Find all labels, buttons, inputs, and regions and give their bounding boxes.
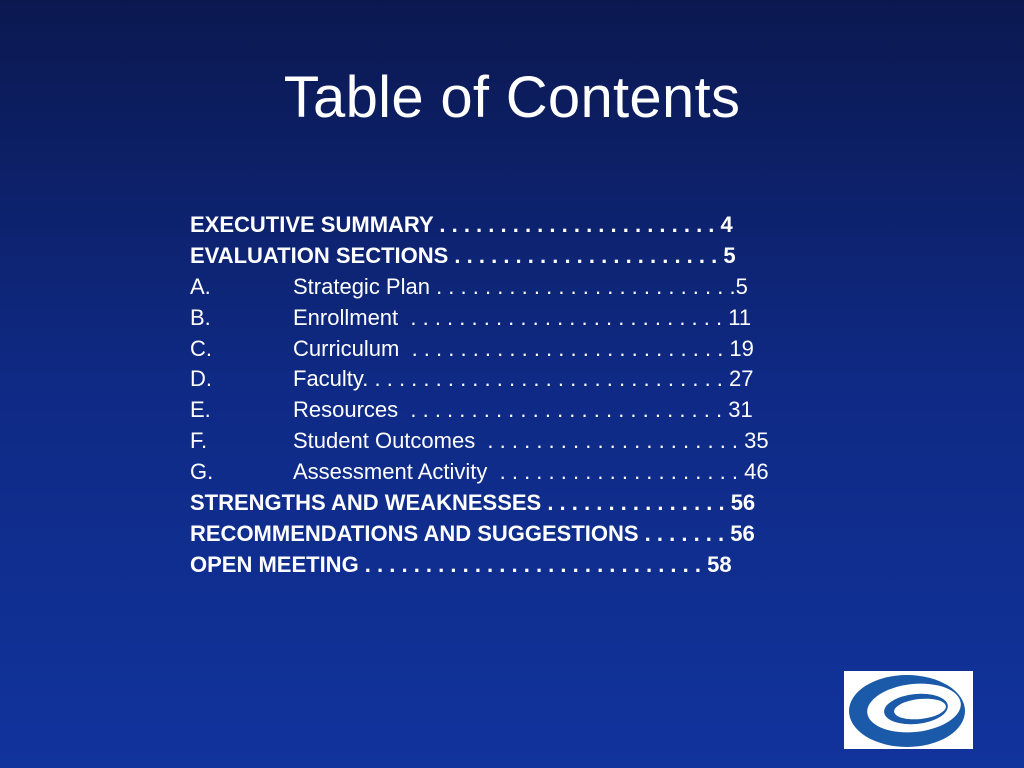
toc-entry-open-meeting: OPEN MEETING . . . . . . . . . . . . . . . . . . . . . . . . . . . . 58 bbox=[190, 551, 732, 577]
toc-entry-letter: A. bbox=[190, 273, 211, 299]
toc-entry-curriculum bbox=[190, 334, 870, 365]
page-title: Table of Contents bbox=[283, 65, 741, 130]
table-of-contents bbox=[190, 210, 870, 581]
toc-entry-letter: B. bbox=[190, 304, 211, 330]
toc-entry-faculty bbox=[190, 364, 870, 395]
toc-entry-label: Student Outcomes . . . . . . . . . . . . . . . . . . . . . 35 bbox=[293, 428, 769, 454]
toc-entry-label: Strategic Plan . . . . . . . . . . . . . . . . . . . . . . . . .5 bbox=[293, 273, 748, 299]
toc-entry-letter: F. bbox=[190, 428, 208, 454]
toc-entry-assessment-activity bbox=[190, 457, 870, 488]
toc-entry-label: Assessment Activity . . . . . . . . . . . . . . . . . . . . 46 bbox=[293, 459, 769, 485]
toc-entry-label: Resources . . . . . . . . . . . . . . . . . . . . . . . . . . 31 bbox=[293, 397, 753, 423]
toc-entry-letter: D. bbox=[190, 366, 212, 392]
ring-logo-icon bbox=[844, 671, 973, 749]
toc-entry-student-outcomes bbox=[190, 426, 870, 457]
toc-entry-label: Faculty. . . . . . . . . . . . . . . . . . . . . . . . . . . . . . 27 bbox=[293, 366, 754, 392]
toc-entry-letter: G. bbox=[190, 459, 214, 485]
toc-entry-evaluation-sections: EVALUATION SECTIONS . . . . . . . . . . . . . . . . . . . . . . 5 bbox=[190, 242, 736, 268]
toc-entry-executive-summary: EXECUTIVE SUMMARY . . . . . . . . . . . . . . . . . . . . . . . 4 bbox=[190, 212, 733, 237]
toc-entry-label: Curriculum . . . . . . . . . . . . . . . . . . . . . . . . . . 19 bbox=[293, 335, 754, 361]
toc-entry-letter: C. bbox=[190, 335, 212, 361]
toc-entry-letter: E. bbox=[190, 397, 211, 423]
toc-entry-resources bbox=[190, 395, 870, 426]
logo bbox=[844, 671, 973, 749]
toc-entry-enrollment bbox=[190, 303, 870, 334]
toc-entry-label: Enrollment . . . . . . . . . . . . . . . . . . . . . . . . . . 11 bbox=[293, 304, 752, 330]
toc-entry-strategic-plan bbox=[190, 272, 870, 303]
toc-entry-strengths-weaknesses: STRENGTHS AND WEAKNESSES . . . . . . . . . . . . . . . 56 bbox=[190, 490, 756, 516]
toc-entry-recommendations: RECOMMENDATIONS AND SUGGESTIONS . . . . . . . 56 bbox=[190, 520, 755, 546]
